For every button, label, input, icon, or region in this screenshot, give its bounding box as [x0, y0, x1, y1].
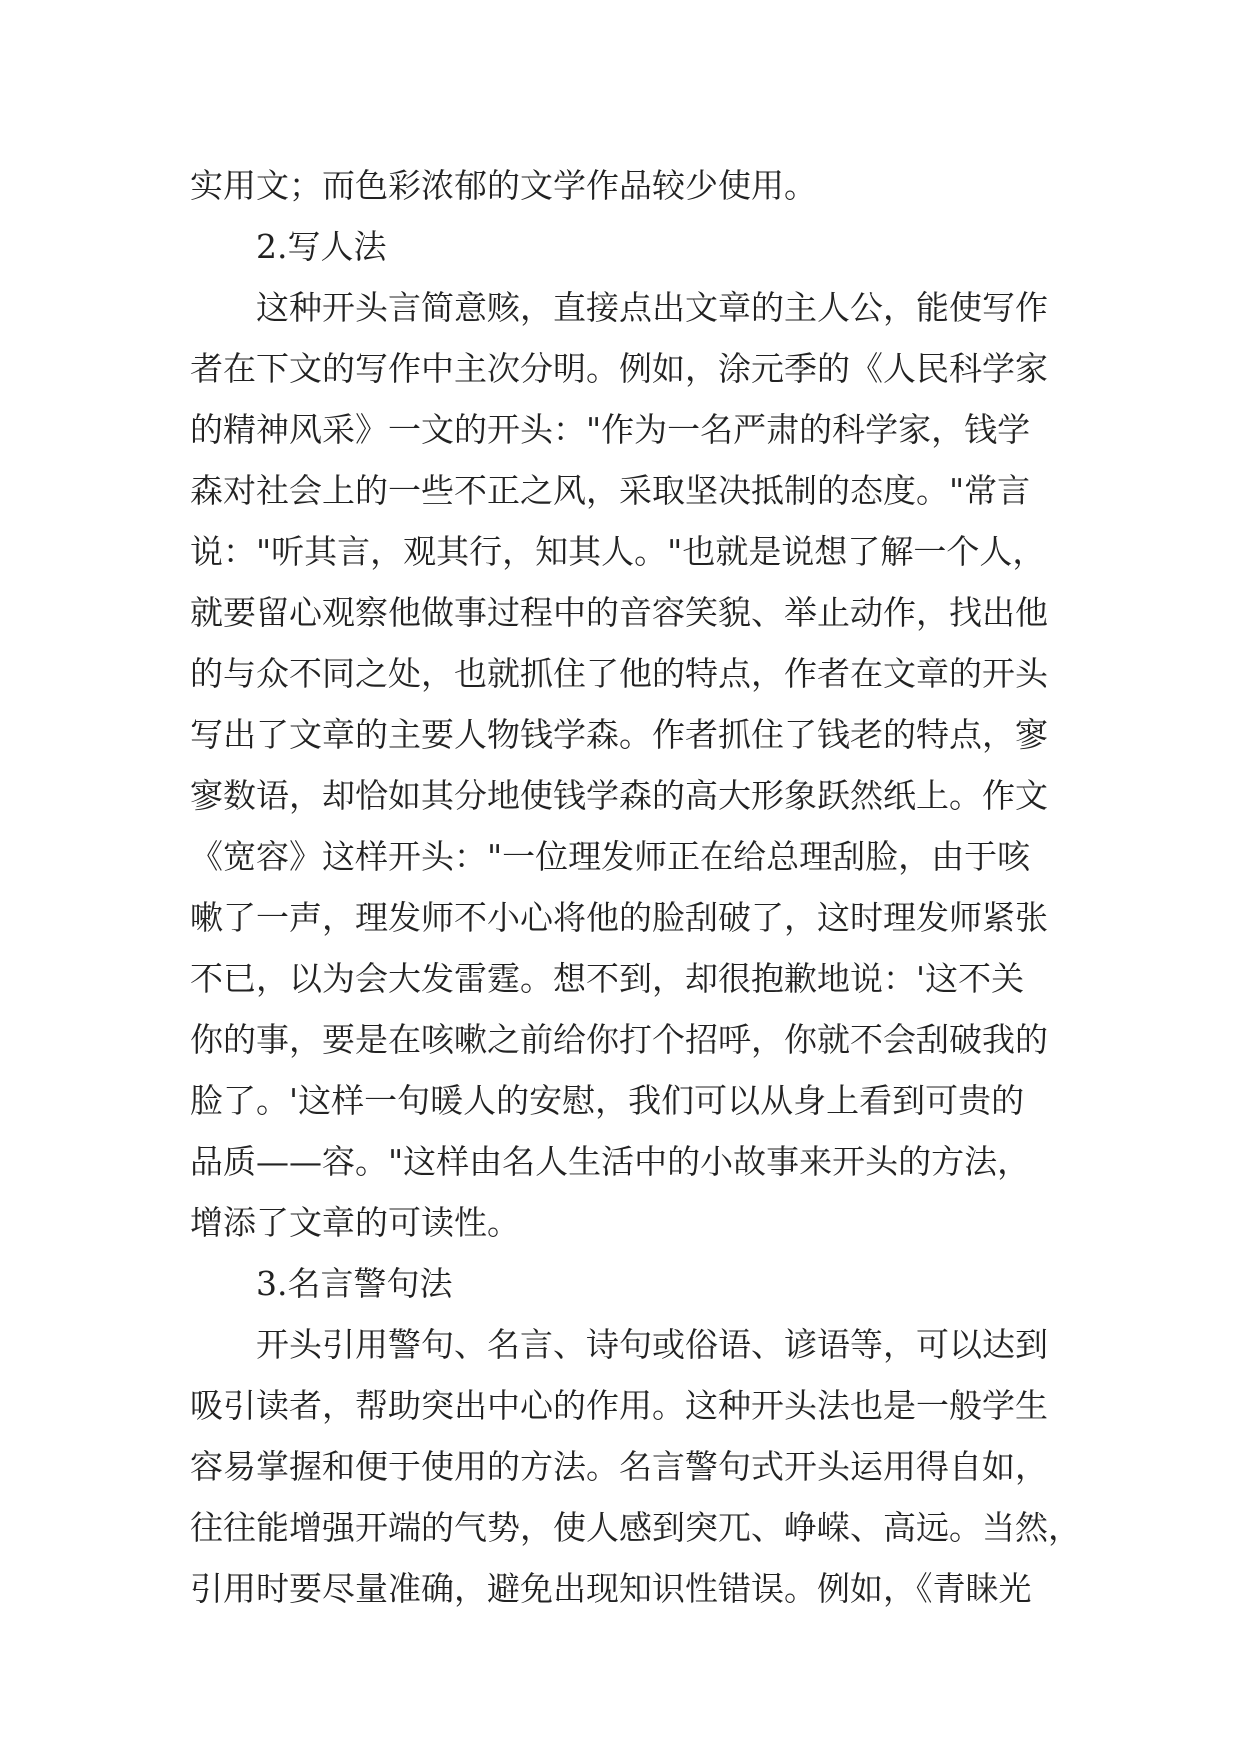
text-line: 脸了。'这样一句暖人的安慰，我们可以从身上看到可贵的 [190, 1081, 1025, 1120]
text-line: 就要留心观察他做事过程中的音容笑貌、举止动作，找出他 [190, 593, 1048, 632]
document-body [190, 155, 1081, 1619]
text-line: 往往能增强开端的气势，使人感到突兀、峥嵘、高远。当然， [190, 1508, 1081, 1547]
text-line: 的与众不同之处，也就抓住了他的特点，作者在文章的开头 [190, 654, 1048, 693]
text-line: 《宽容》这样开头："一位理发师正在给总理刮脸，由于咳 [190, 837, 1031, 876]
text-line: 你的事，要是在咳嗽之前给你打个招呼，你就不会刮破我的 [190, 1020, 1048, 1059]
text-line: 森对社会上的一些不正之风，采取坚决抵制的态度。"常言 [190, 471, 1031, 510]
text-line: 的精神风采》一文的开头："作为一名严肃的科学家，钱学 [190, 410, 1031, 449]
text-line: 说："听其言，观其行，知其人。"也就是说想了解一个人， [190, 532, 1046, 571]
text-line: 引用时要尽量准确，避免出现知识性错误。例如，《青睐光 [190, 1569, 1032, 1608]
paragraph-first-line: 开头引用警句、名言、诗句或俗语、谚语等，可以达到 [256, 1325, 1048, 1364]
text-line: 增添了文章的可读性。 [190, 1203, 520, 1242]
paragraph-first-line: 这种开头言简意赅，直接点出文章的主人公，能使写作 [256, 288, 1048, 327]
text-line: 者在下文的写作中主次分明。例如，涂元季的《人民科学家 [190, 349, 1048, 388]
text-line: 寥数语，却恰如其分地使钱学森的高大形象跃然纸上。作文 [190, 776, 1048, 815]
text-line: 嗽了一声，理发师不小心将他的脸刮破了，这时理发师紧张 [190, 898, 1048, 937]
section-heading: 3.名言警句法 [256, 1264, 453, 1303]
text-line: 实用文；而色彩浓郁的文学作品较少使用。 [190, 166, 817, 205]
text-line: 不已，以为会大发雷霆。想不到，却很抱歉地说：'这不关 [190, 959, 1025, 998]
text-line: 容易掌握和便于使用的方法。名言警句式开头运用得自如， [190, 1447, 1048, 1486]
text-line: 吸引读者，帮助突出中心的作用。这种开头法也是一般学生 [190, 1386, 1048, 1425]
section-heading: 2.写人法 [256, 227, 387, 266]
text-line: 写出了文章的主要人物钱学森。作者抓住了钱老的特点，寥 [190, 715, 1048, 754]
text-line: 品质——容。"这样由名人生活中的小故事来开头的方法， [190, 1142, 1031, 1181]
